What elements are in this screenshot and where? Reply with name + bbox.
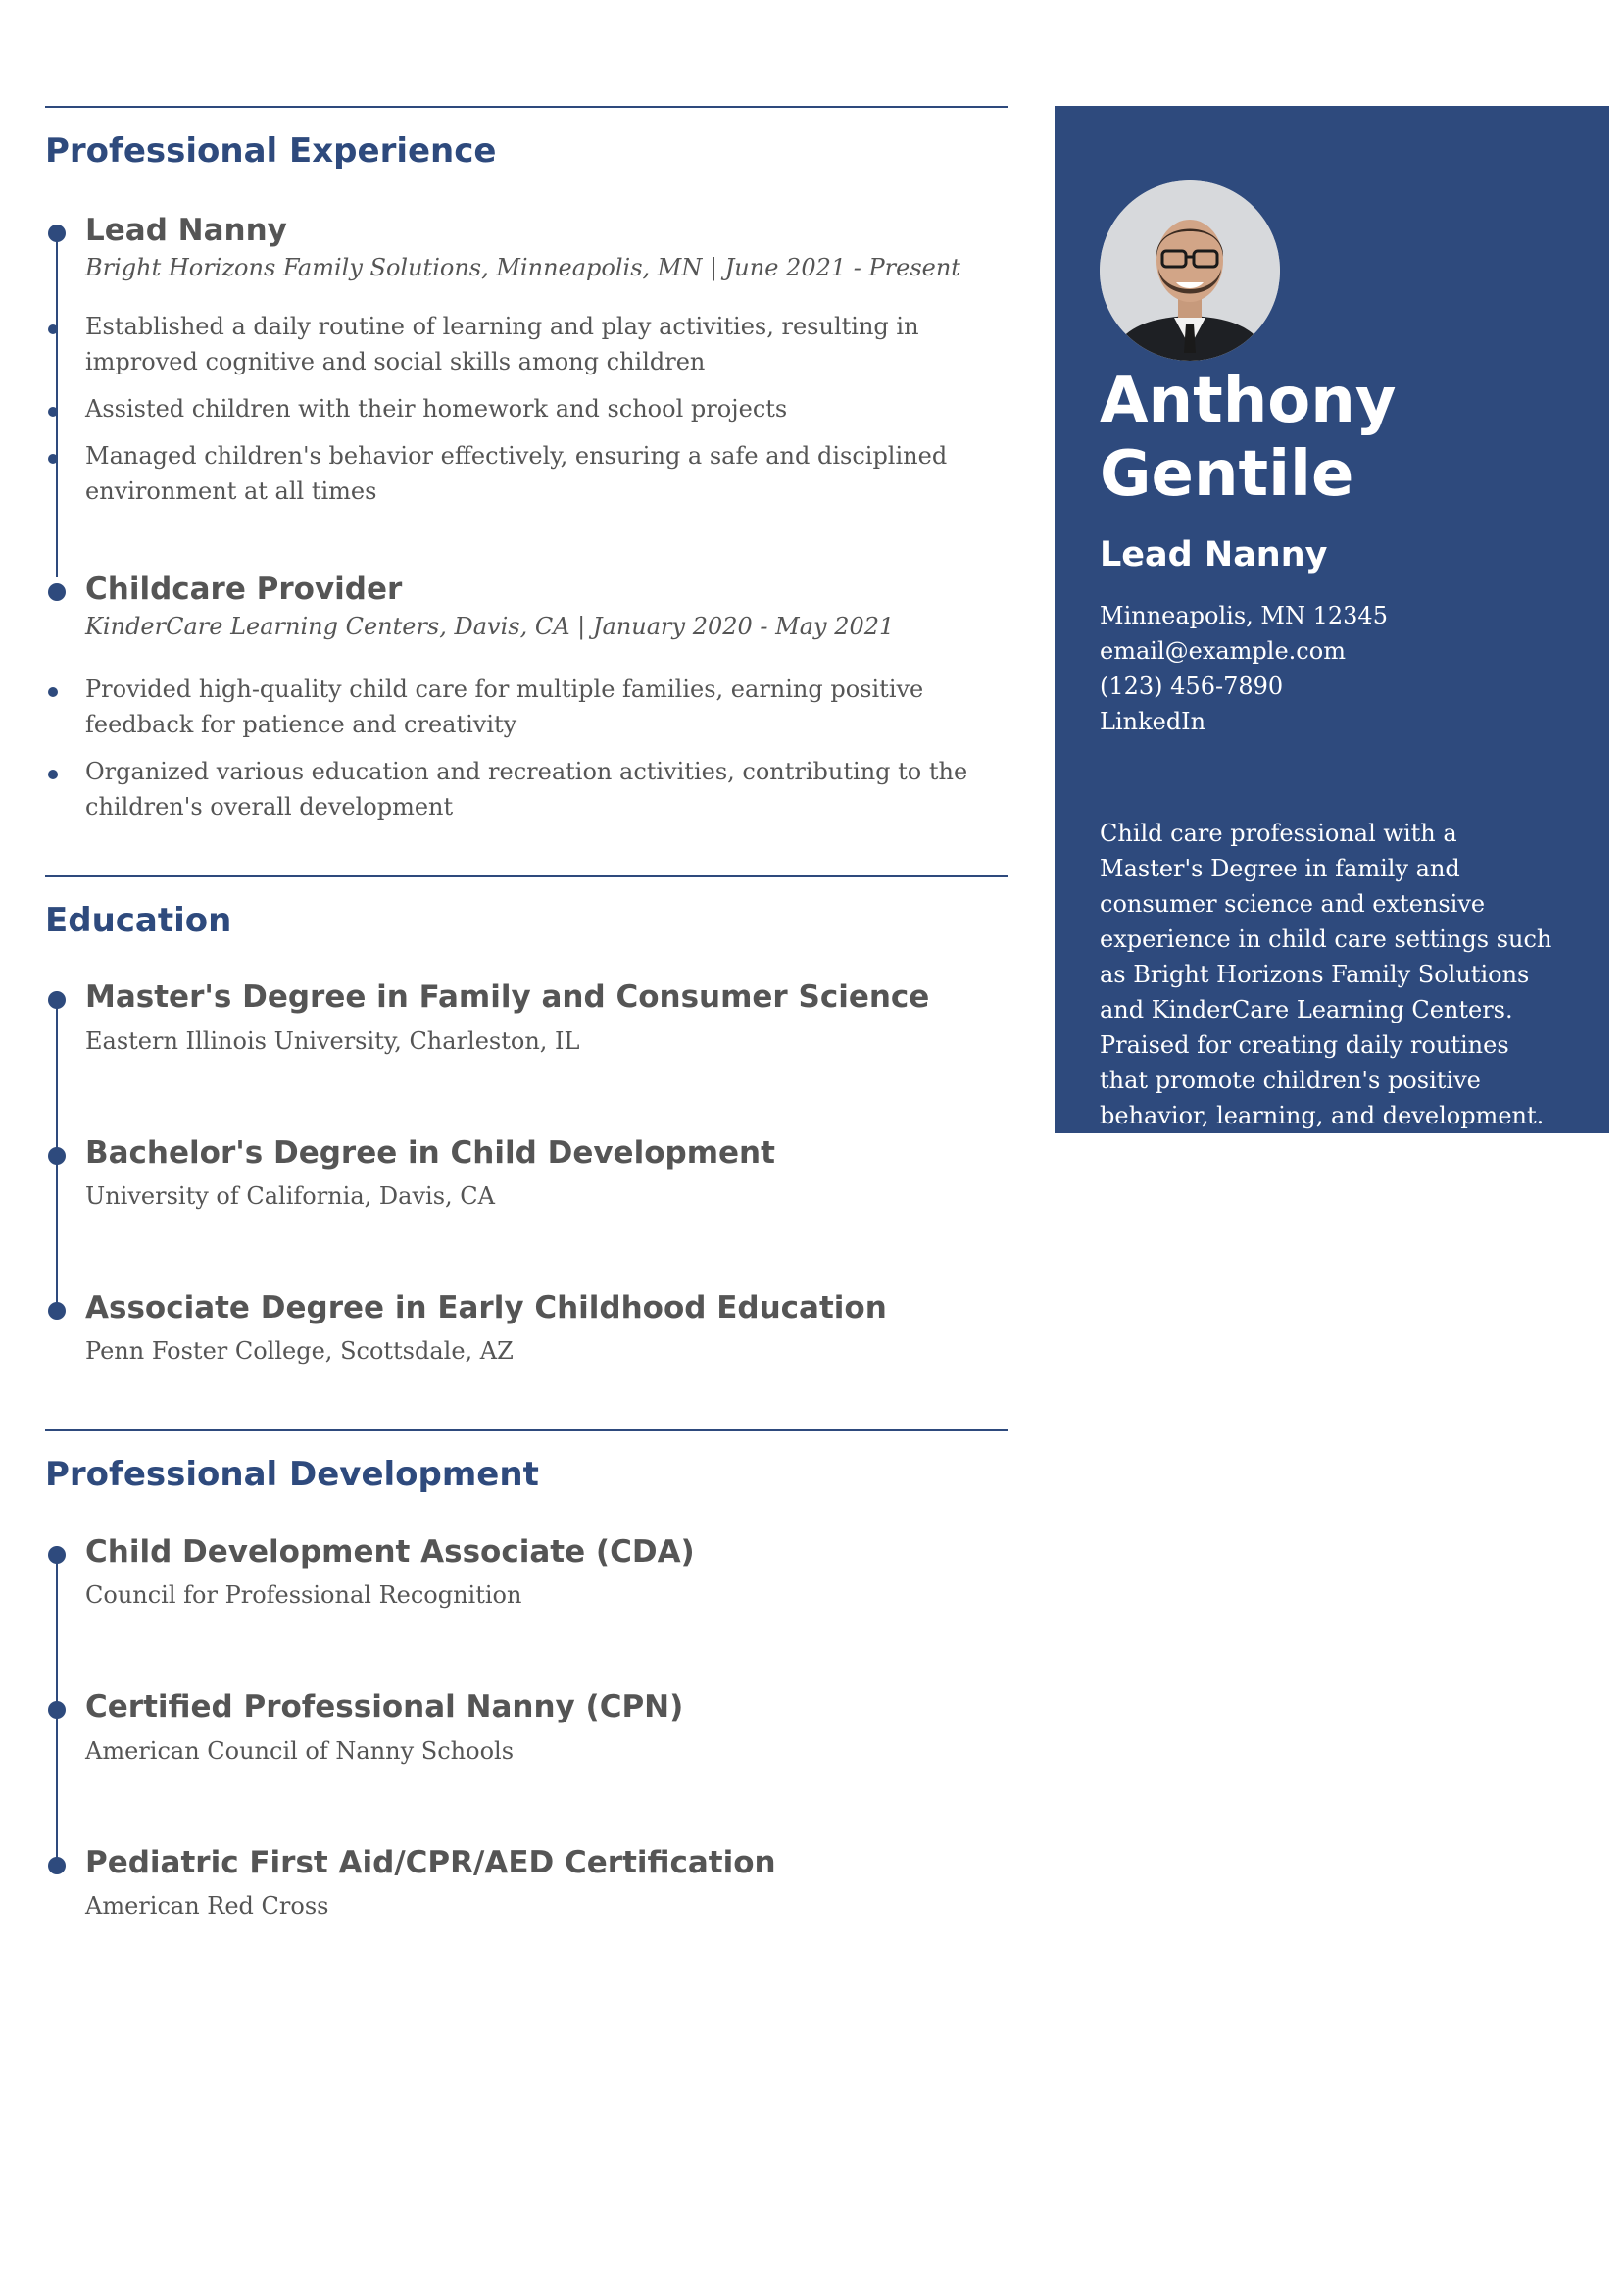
profile-sidebar — [1055, 106, 1609, 1133]
job-meta: KinderCare Learning Centers, Davis, CA | January 2020 - May 2021 — [85, 612, 895, 640]
job-meta: Bright Horizons Family Solutions, Minneapolis, MN | June 2021 - Present — [85, 254, 960, 282]
school-name: Eastern Illinois University, Charleston, IL — [85, 1026, 580, 1055]
education-entry — [45, 1288, 1008, 1369]
degree-title: Associate Degree in Early Childhood Education — [85, 1289, 887, 1325]
bullet-item: Assisted children with their homework and school projects — [45, 391, 1008, 426]
timeline-dot — [48, 225, 66, 242]
section-divider — [45, 106, 1008, 108]
timeline-dot — [48, 583, 66, 601]
section-title-development: Professional Development — [45, 1455, 539, 1495]
job-title: Childcare Provider — [85, 571, 403, 607]
timeline-dot — [48, 1857, 66, 1874]
education-timeline — [45, 977, 1008, 1369]
section-divider — [45, 875, 1008, 877]
experience-section — [45, 106, 1008, 824]
job-bullets — [45, 672, 1008, 824]
section-divider — [45, 1429, 1008, 1431]
contact-email[interactable]: email@example.com — [1100, 637, 1346, 665]
development-section — [45, 1429, 1008, 1923]
education-section — [45, 875, 1008, 1370]
job-bullets — [45, 309, 1008, 509]
school-name: Penn Foster College, Scottsdale, AZ — [85, 1337, 514, 1366]
education-entry — [45, 1133, 1008, 1214]
job-entry — [45, 570, 1008, 644]
last-name: Gentile — [1100, 438, 1354, 511]
bullet-item: Organized various education and recreation activities, contributing to the children's overall development — [45, 754, 1008, 824]
contact-phone: (123) 456-7890 — [1100, 673, 1284, 700]
certification-title: Certified Professional Nanny (CPN) — [85, 1689, 684, 1725]
timeline-dot — [48, 991, 66, 1009]
section-title-experience: Professional Experience — [45, 131, 497, 171]
contact-info — [1100, 598, 1564, 739]
development-timeline — [45, 1532, 1008, 1923]
certification-issuer: American Council of Nanny Schools — [85, 1736, 515, 1765]
bullet-item: Managed children's behavior effectively, ensuring a safe and disciplined environment at all times — [45, 438, 1008, 509]
school-name: University of California, Davis, CA — [85, 1181, 495, 1210]
section-title-education: Education — [45, 900, 232, 940]
contact-linkedin[interactable]: LinkedIn — [1100, 708, 1206, 735]
certification-entry — [45, 1687, 1008, 1768]
bullet-item: Provided high-quality child care for multiple families, earning positive feedback for patience and creativity — [45, 672, 1008, 742]
education-entry — [45, 977, 1008, 1058]
main-column — [45, 106, 1008, 1923]
avatar — [1100, 180, 1280, 361]
job-title: Lead Nanny — [85, 212, 287, 248]
degree-title: Master's Degree in Family and Consumer Science — [85, 979, 930, 1016]
job-entry — [45, 211, 1008, 285]
timeline-dot — [48, 1147, 66, 1165]
certification-entry — [45, 1843, 1008, 1923]
timeline-dot — [48, 1302, 66, 1320]
profile-summary: Child care professional with a Master's Degree in family and consumer science and extensive experience in child care settings such as Bright Horizons Family Solutions and KinderCare Learning Centers. Praised for creating daily routines that promote children's positive behavior, learning, and development. — [1100, 820, 1552, 1129]
profile-role: Lead Nanny — [1100, 535, 1328, 574]
certification-title: Child Development Associate (CDA) — [85, 1534, 695, 1571]
first-name: Anthony — [1100, 365, 1397, 437]
experience-timeline — [45, 211, 1008, 824]
certification-entry — [45, 1532, 1008, 1613]
certification-title: Pediatric First Aid/CPR/AED Certification — [85, 1844, 776, 1880]
timeline-dot — [48, 1701, 66, 1719]
timeline-dot — [48, 1546, 66, 1564]
certification-issuer: Council for Professional Recognition — [85, 1581, 522, 1610]
certification-issuer: American Red Cross — [85, 1891, 329, 1920]
degree-title: Bachelor's Degree in Child Development — [85, 1134, 775, 1171]
bullet-item: Established a daily routine of learning and play activities, resulting in improved cognitive and social skills among children — [45, 309, 1008, 379]
profile-name — [1100, 365, 1564, 512]
contact-location: Minneapolis, MN 12345 — [1100, 602, 1388, 629]
